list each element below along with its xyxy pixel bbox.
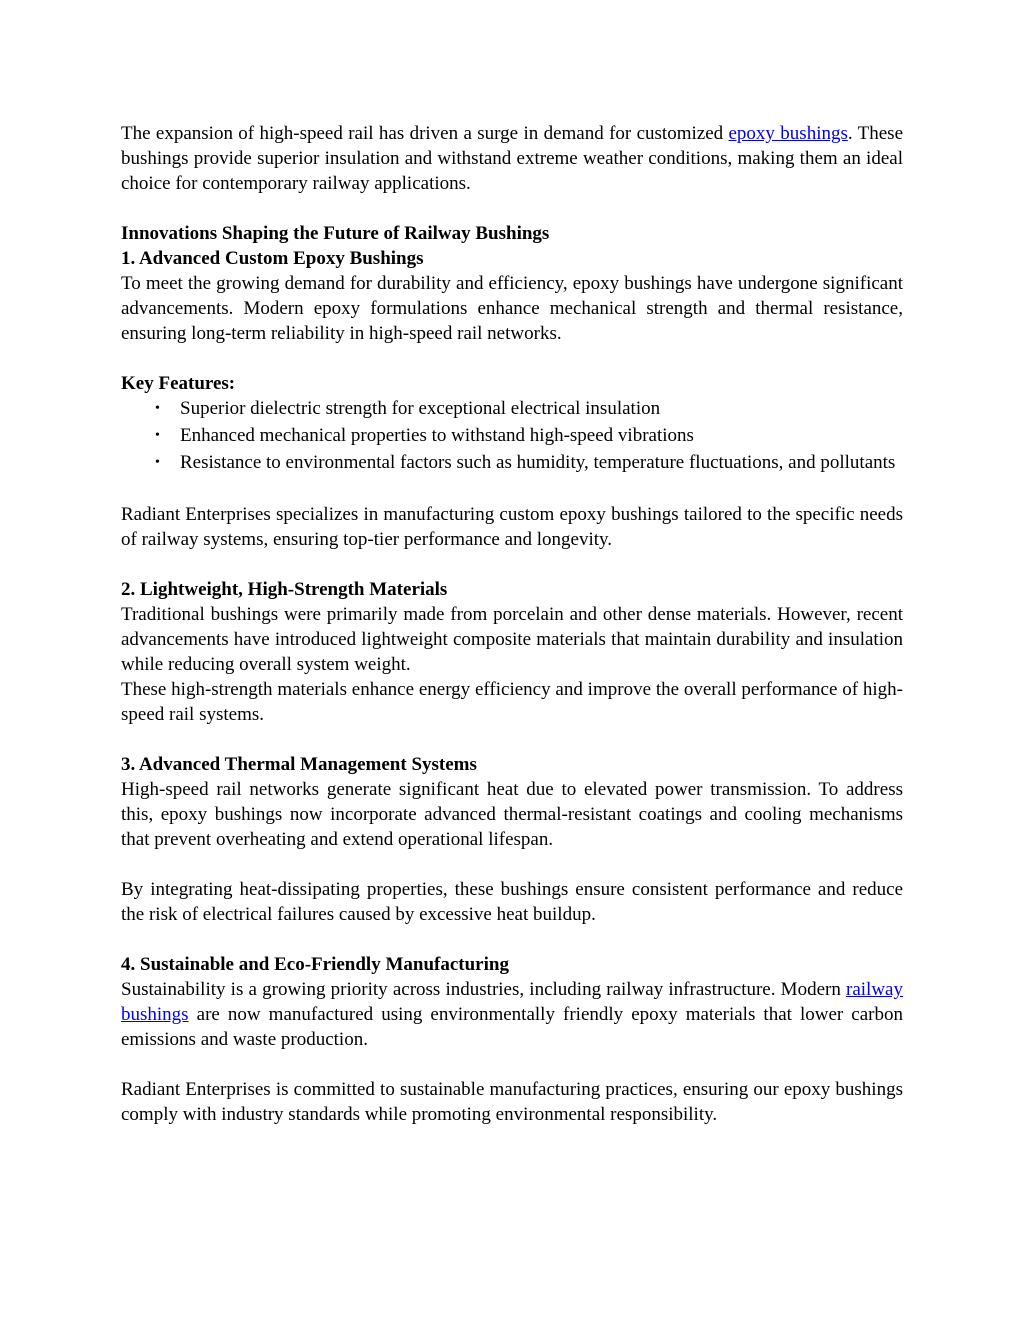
section-2-heading: 2. Lightweight, High-Strength Materials [121,579,448,600]
list-item-text: Resistance to environmental factors such as humidity, temperature fluctuations, and pollutants [180,452,896,473]
document-page [121,121,903,1127]
intro-text-start: The expansion of high-speed rail has driven a surge in demand for customized [121,123,729,144]
list-item [121,396,903,421]
bullet-icon: • [155,455,160,470]
key-features-list [121,396,903,475]
key-features-heading: Key Features: [121,373,236,394]
section-3-body-2: By integrating heat-dissipating properties, these bushings ensure consistent performance and reduce the risk of electrical failures caused by excessive heat buildup. [121,879,903,925]
section-4-text-end: are now manufactured using environmentally friendly epoxy materials that lower carbon emissions and waste production. [121,1004,903,1050]
list-item-text: Superior dielectric strength for exceptional electrical insulation [180,398,661,419]
main-heading: Innovations Shaping the Future of Railway Bushings [121,223,550,244]
section-3-body-1: High-speed rail networks generate significant heat due to elevated power transmission. To address this, epoxy bushings now incorporate advanced thermal-resistant coatings and cooling mechanisms that prevent overheating and extend operational lifespan. [121,779,903,850]
section-4-text-start: Sustainability is a growing priority across industries, including railway infrastructure. Modern [121,979,847,1000]
section-1-heading: 1. Advanced Custom Epoxy Bushings [121,248,424,269]
section-3-heading: 3. Advanced Thermal Management Systems [121,754,477,775]
intro-text-end: . These bushings provide superior insulation and withstand extreme weather conditions, making them an ideal choice for contemporary railway applications. [121,123,904,194]
section-4-heading: 4. Sustainable and Eco-Friendly Manufacturing [121,954,509,975]
list-item [121,450,903,475]
section-2-body-2: These high-strength materials enhance energy efficiency and improve the overall performance of high-speed rail systems. [121,679,903,725]
radiant-specializes-paragraph: Radiant Enterprises specializes in manufacturing custom epoxy bushings tailored to the specific needs of railway systems, ensuring top-tier performance and longevity. [121,504,903,550]
bullet-icon: • [155,401,160,416]
section-2-body-1: Traditional bushings were primarily made from porcelain and other dense materials. However, recent advancements have introduced lightweight composite materials that maintain durability and insulation while reducing overall system weight. [121,604,903,675]
bullet-icon: • [155,428,160,443]
radiant-commitment-paragraph: Radiant Enterprises is committed to sustainable manufacturing practices, ensuring our epoxy bushings comply with industry standards while promoting environmental responsibility. [121,1079,903,1125]
list-item-text: Enhanced mechanical properties to withstand high-speed vibrations [180,425,694,446]
intro-paragraph [121,121,903,196]
section-4-body [121,977,903,1052]
list-item [121,423,903,448]
section-1-body: To meet the growing demand for durability and efficiency, epoxy bushings have undergone significant advancements. Modern epoxy formulations enhance mechanical strength and thermal resistance, ensuring long-term reliability in high-speed rail networks. [121,273,903,344]
epoxy-bushings-link[interactable]: epoxy bushings [728,123,848,144]
railway-bushings-link[interactable]: railway bushings [121,979,903,1025]
